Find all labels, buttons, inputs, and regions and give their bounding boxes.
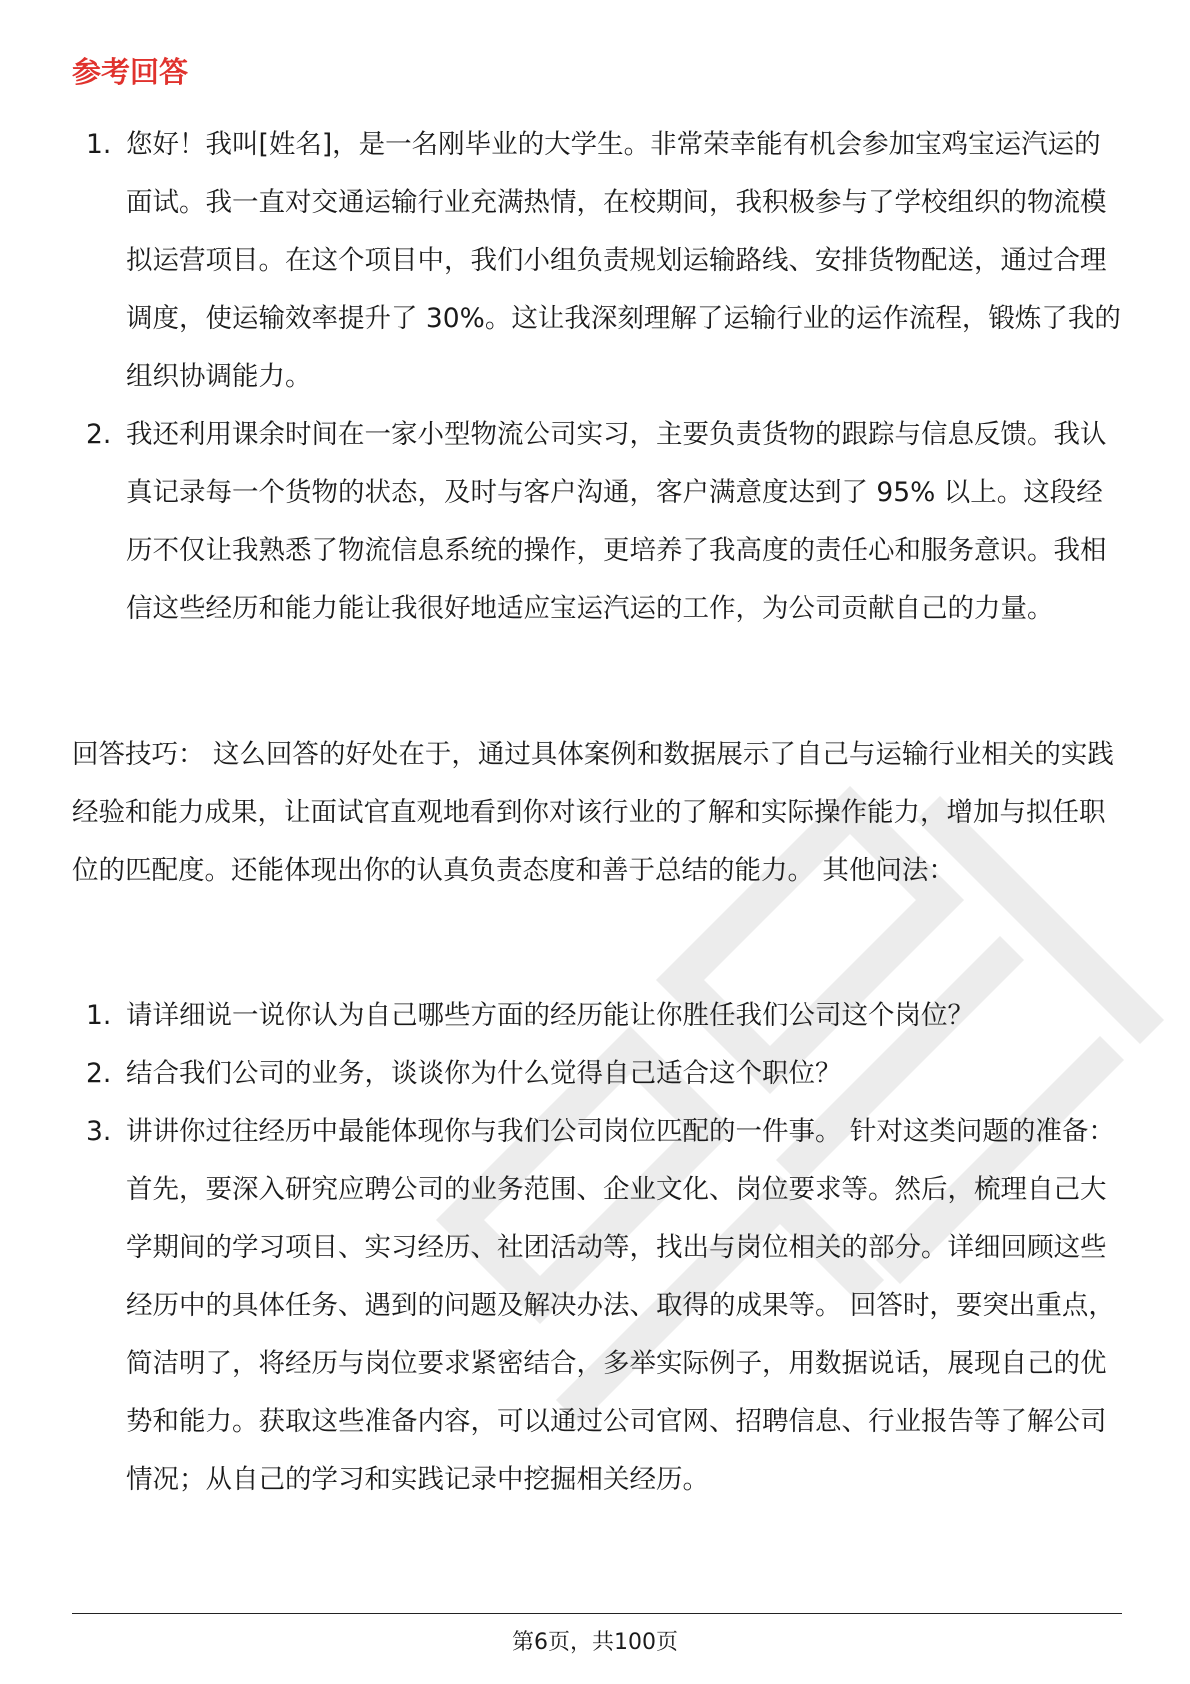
list-number: 1.	[86, 129, 112, 160]
list-item-text: 结合我们公司的业务，谈谈你为什么觉得自己适合这个职位？	[126, 1058, 842, 1089]
other-questions-list	[72, 987, 1122, 1509]
list-number: 2.	[86, 1058, 112, 1089]
section-title: 参考回答	[72, 55, 189, 89]
list-item-text: 您好！我叫[姓名]，是一名刚毕业的大学生。非常荣幸能有机会参加宝鸡宝运汽运的面试。我一直对交通运输行业充满热情，在校期间，我积极参与了学校组织的物流模拟运营项目。在这个项目中，我们小组负责规划运输路线、安排货物配送，通过合理调度，使运输效率提升了 30%。这让我深刻理解了运输行业的运作流程，锻炼了我的组织协调能力。	[126, 129, 1121, 392]
list-item-text: 请详细说一说你认为自己哪些方面的经历能让你胜任我们公司这个岗位？	[126, 1000, 974, 1031]
footer-divider	[72, 1613, 1122, 1614]
list-item	[72, 1103, 1122, 1509]
list-item-text: 讲讲你过往经历中最能体现你与我们公司岗位匹配的一件事。 针对这类问题的准备： 首先，要深入研究应聘公司的业务范围、企业文化、岗位要求等。然后，梳理自己大学期间的学习项目、实习经历、社团活动等，找出与岗位相关的部分。详细回顾这些经历中的具体任务、遇到的问题及解决办法、取得的成果等。 回答时，要突出重点，简洁明了，将经历与岗位要求紧密结合，多举实际例子，用数据说话，展现自己的优势和能力。获取这些准备内容，可以通过公司官网、招聘信息、行业报告等了解公司情况；从自己的学习和实践记录中挖掘相关经历。	[126, 1116, 1115, 1495]
list-item-text: 我还利用课余时间在一家小型物流公司实习，主要负责货物的跟踪与信息反馈。我认真记录每一个货物的状态，及时与客户沟通，客户满意度达到了 95% 以上。这段经历不仅让我熟悉了物流信息系统的操作，更培养了我高度的责任心和服务意识。我相信这些经历和能力能让我很好地适应宝运汽运的工作，为公司贡献自己的力量。	[126, 419, 1107, 624]
list-number: 3.	[86, 1116, 112, 1147]
list-item	[72, 116, 1122, 406]
tips-paragraph: 回答技巧： 这么回答的好处在于，通过具体案例和数据展示了自己与运输行业相关的实践经验和能力成果，让面试官直观地看到你对该行业的了解和实际操作能力，增加与拟任职位的匹配度。还能体现出你的认真负责态度和善于总结的能力。 其他问法：	[72, 739, 1114, 886]
list-item	[72, 406, 1122, 638]
page-number: 第6页，共100页	[512, 1630, 678, 1655]
list-item	[72, 1045, 1122, 1103]
list-item	[72, 987, 1122, 1045]
answer-list	[72, 116, 1122, 638]
list-number: 2.	[86, 419, 112, 450]
list-number: 1.	[86, 1000, 112, 1031]
